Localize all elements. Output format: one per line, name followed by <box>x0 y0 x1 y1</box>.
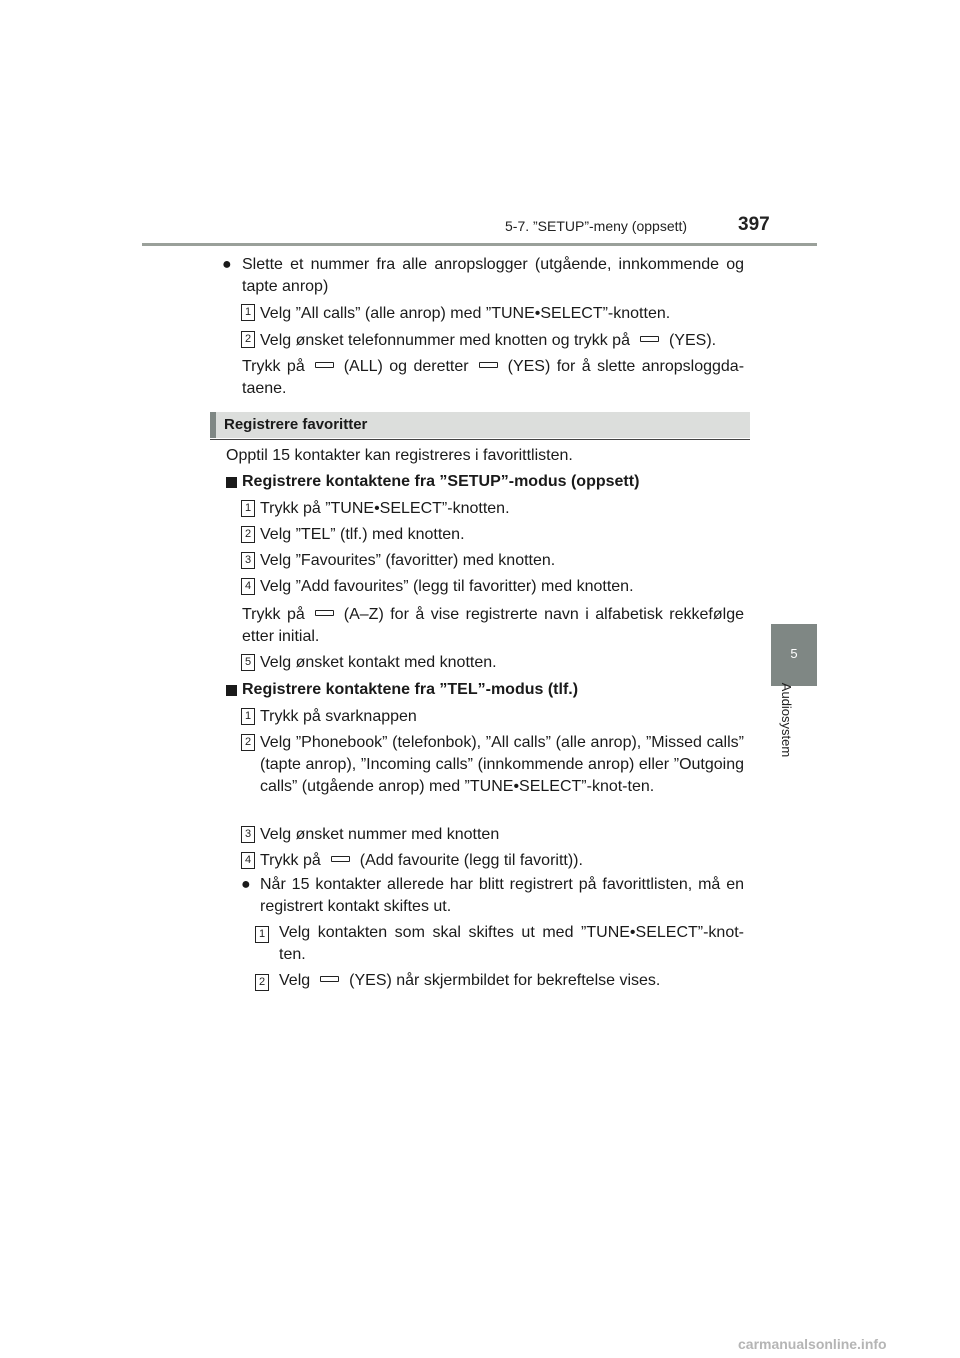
tel-step-3: Velg ønsket nummer med knotten <box>260 826 500 843</box>
setup-step-1: Trykk på ”TUNE•SELECT”-knotten. <box>260 500 510 517</box>
setup-heading: Registrere kontaktene fra ”SETUP”-modus (oppsett) <box>242 473 640 490</box>
header-divider <box>142 243 817 246</box>
button-icon <box>640 336 659 342</box>
step-number: 2 <box>241 331 255 348</box>
tel-step-1: Trykk på svarknappen <box>260 708 417 725</box>
tel-step-4 <box>260 850 750 872</box>
setup-step-3: Velg ”Favourites” (favoritter) med knotten. <box>260 552 556 569</box>
section-accent <box>210 412 216 438</box>
delete-note-a: Trykk på <box>242 358 305 375</box>
step-number: 2 <box>241 526 255 543</box>
chapter-number: 5 <box>790 646 798 661</box>
watermark: carmanualsonline.info <box>738 1336 887 1352</box>
tel-heading: Registrere kontaktene fra ”TEL”-modus (tlf.) <box>242 681 579 698</box>
step-number: 2 <box>241 734 255 751</box>
section-heading-bar <box>210 412 750 438</box>
bullet-icon: ● <box>241 876 251 893</box>
tel-step-2: Velg ”Phonebook” (telefonbok), ”All calls” (alle anrop), ”Missed calls” (tapte anrop), ”Incoming calls” (innkommende anrop) eller ”Outgoing calls” (utgående anrop) med ”TUNE•SELECT”-knot-ten. <box>260 734 744 795</box>
step-number: 3 <box>241 826 255 843</box>
button-icon <box>331 856 350 862</box>
step-number: 4 <box>241 852 255 869</box>
button-icon <box>315 610 334 616</box>
setup-step-2: Velg ”TEL” (tlf.) med knotten. <box>260 526 465 543</box>
replace-step-2-b: (YES) når skjermbildet for bekreftelse vises. <box>349 972 661 989</box>
replace-step-2 <box>279 970 749 992</box>
step-number: 1 <box>241 500 255 517</box>
setup-step-5: Velg ønsket kontakt med knotten. <box>260 654 497 671</box>
step-number: 4 <box>241 578 255 595</box>
setup-step-4-note <box>242 604 744 648</box>
bullet-icon: ● <box>222 256 232 273</box>
replace-step-2-a: Velg <box>279 972 311 989</box>
chapter-tab <box>771 624 817 686</box>
delete-bullet-text: Slette et nummer fra alle anropslogger (utgående, innkommende og tapte anrop) <box>242 256 744 295</box>
delete-note-b: (ALL) og deretter <box>343 358 469 375</box>
delete-step-2 <box>260 330 750 352</box>
delete-step-2-text: Velg ønsket telefonnummer med knotten og trykk på <box>260 332 630 349</box>
section-divider <box>210 439 750 440</box>
delete-step-2-suffix: (YES). <box>668 332 717 349</box>
setup-note-b: (A–Z) for å vise registrerte navn i alfabetisk rekkefølge etter initial. <box>242 606 744 645</box>
tel-step-4-a: Trykk på <box>260 852 321 869</box>
tel-step-4-b: (Add favourite (legg til favoritt)). <box>359 852 583 869</box>
full-list-bullet: Når 15 kontakter allerede har blitt registrert på favorittlisten, må en registrert kontakt skiftes ut. <box>260 876 744 915</box>
square-bullet-icon <box>226 685 237 696</box>
button-icon <box>479 362 498 368</box>
setup-note-a: Trykk på <box>242 606 305 623</box>
delete-note-c: (YES) for å slette anropsloggda-taene. <box>242 358 745 397</box>
running-header: 5-7. ”SETUP”-meny (oppsett) <box>505 218 688 234</box>
setup-step-4: Velg ”Add favourites” (legg til favoritter) med knotten. <box>260 578 634 595</box>
step-number: 5 <box>241 654 255 671</box>
chapter-label: Audiosystem <box>779 682 794 758</box>
button-icon <box>315 362 334 368</box>
button-icon <box>320 976 339 982</box>
square-bullet-icon <box>226 477 237 488</box>
step-number: 1 <box>241 304 255 321</box>
delete-note <box>242 356 744 400</box>
fav-intro: Opptil 15 kontakter kan registreres i favorittlisten. <box>226 447 573 464</box>
section-title: Registrere favoritter <box>224 416 368 433</box>
step-number: 2 <box>255 974 269 991</box>
step-number: 1 <box>241 708 255 725</box>
step-number: 1 <box>255 926 269 943</box>
delete-step-1: Velg ”All calls” (alle anrop) med ”TUNE•SELECT”-knotten. <box>260 305 671 322</box>
step-number: 3 <box>241 552 255 569</box>
page-number: 397 <box>738 214 770 235</box>
replace-step-1: Velg kontakten som skal skiftes ut med ”TUNE•SELECT”-knot-ten. <box>279 924 744 963</box>
